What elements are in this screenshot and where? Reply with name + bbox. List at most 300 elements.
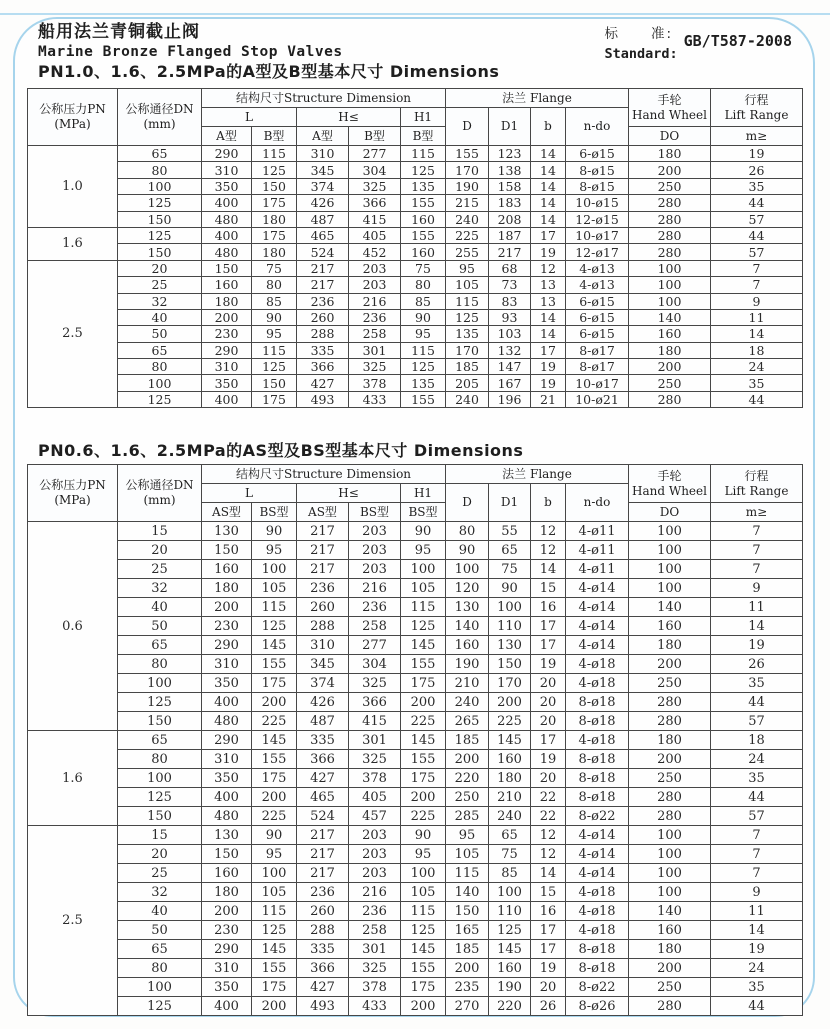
value-cell: 11 — [711, 598, 803, 617]
table-row — [28, 674, 803, 693]
value-cell: 175 — [401, 674, 446, 693]
value-cell: 17 — [531, 731, 566, 750]
value-cell: 35 — [711, 375, 803, 391]
value-cell: 203 — [349, 826, 401, 845]
value-cell: 6-ø15 — [566, 146, 629, 162]
value-cell: 155 — [252, 655, 297, 674]
value-cell: 35 — [711, 769, 803, 788]
col-header-lift-range: 行程 Lift Range — [711, 465, 803, 503]
value-cell: 170 — [489, 674, 531, 693]
value-cell: 160 — [629, 921, 711, 940]
value-cell: 288 — [297, 326, 349, 342]
value-cell: 325 — [349, 359, 401, 375]
value-cell: 80 — [252, 277, 297, 293]
value-cell: 95 — [401, 541, 446, 560]
value-cell: 7 — [711, 260, 803, 276]
value-cell: 26 — [711, 162, 803, 178]
value-cell: 288 — [297, 617, 349, 636]
value-cell: 180 — [202, 293, 252, 309]
value-cell: 4-ø18 — [566, 902, 629, 921]
value-cell: 100 — [629, 277, 711, 293]
value-cell: 140 — [446, 617, 489, 636]
value-cell: 203 — [349, 522, 401, 541]
value-cell: 83 — [489, 293, 531, 309]
value-cell: 24 — [711, 750, 803, 769]
value-cell: 175 — [252, 674, 297, 693]
value-cell: 160 — [202, 864, 252, 883]
doc-title-en: Marine Bronze Flanged Stop Valves — [38, 44, 343, 61]
value-cell: 8-ø17 — [566, 342, 629, 358]
value-cell: 216 — [349, 293, 401, 309]
table-row — [28, 921, 803, 940]
dn-cell: 125 — [118, 788, 202, 807]
value-cell: 115 — [252, 598, 297, 617]
value-cell: 366 — [297, 750, 349, 769]
value-cell: 175 — [252, 391, 297, 407]
value-cell: 10-ø17 — [566, 227, 629, 243]
value-cell: 11 — [711, 309, 803, 325]
table-row — [28, 277, 803, 293]
value-cell: 190 — [446, 178, 489, 194]
value-cell: 100 — [629, 864, 711, 883]
value-cell: 90 — [446, 541, 489, 560]
col-header-lift-range: 行程 Lift Range — [711, 89, 803, 127]
value-cell: 93 — [489, 309, 531, 325]
value-cell: 225 — [401, 807, 446, 826]
col-header-H-typeB: B型 — [349, 127, 401, 146]
table-row — [28, 375, 803, 391]
value-cell: 14 — [711, 326, 803, 342]
value-cell: 433 — [349, 997, 401, 1016]
table-row — [28, 693, 803, 712]
value-cell: 400 — [202, 227, 252, 243]
value-cell: 8-ø26 — [566, 997, 629, 1016]
value-cell: 145 — [401, 731, 446, 750]
value-cell: 135 — [401, 375, 446, 391]
value-cell: 9 — [711, 883, 803, 902]
value-cell: 17 — [531, 617, 566, 636]
value-cell: 95 — [252, 541, 297, 560]
dn-cell: 80 — [118, 959, 202, 978]
value-cell: 217 — [297, 522, 349, 541]
value-cell: 200 — [629, 162, 711, 178]
value-cell: 240 — [446, 391, 489, 407]
value-cell: 19 — [531, 375, 566, 391]
table-row — [28, 655, 803, 674]
value-cell: 200 — [252, 788, 297, 807]
value-cell: 200 — [629, 359, 711, 375]
dn-cell: 15 — [118, 522, 202, 541]
value-cell: 8-ø18 — [566, 788, 629, 807]
value-cell: 55 — [489, 522, 531, 541]
value-cell: 350 — [202, 674, 252, 693]
value-cell: 19 — [531, 655, 566, 674]
value-cell: 524 — [297, 244, 349, 260]
value-cell: 480 — [202, 244, 252, 260]
dn-cell: 40 — [118, 598, 202, 617]
value-cell: 374 — [297, 674, 349, 693]
value-cell: 230 — [202, 617, 252, 636]
value-cell: 310 — [202, 750, 252, 769]
value-cell: 220 — [446, 769, 489, 788]
dn-cell: 100 — [118, 769, 202, 788]
value-cell: 13 — [531, 293, 566, 309]
value-cell: 80 — [446, 522, 489, 541]
table-row — [28, 598, 803, 617]
value-cell: 290 — [202, 940, 252, 959]
value-cell: 4-ø14 — [566, 864, 629, 883]
value-cell: 217 — [297, 560, 349, 579]
value-cell: 180 — [202, 579, 252, 598]
value-cell: 145 — [489, 940, 531, 959]
value-cell: 8-ø18 — [566, 712, 629, 731]
value-cell: 19 — [711, 636, 803, 655]
value-cell: 130 — [202, 522, 252, 541]
value-cell: 90 — [252, 826, 297, 845]
value-cell: 325 — [349, 178, 401, 194]
value-cell: 325 — [349, 674, 401, 693]
col-header-D0: DO — [629, 503, 711, 522]
value-cell: 14 — [531, 211, 566, 227]
col-header-H-typeA: AS型 — [297, 503, 349, 522]
value-cell: 405 — [349, 227, 401, 243]
value-cell: 325 — [349, 750, 401, 769]
value-cell: 150 — [202, 541, 252, 560]
value-cell: 280 — [629, 195, 711, 211]
value-cell: 120 — [446, 579, 489, 598]
col-header-structure: 结构尺寸Structure Dimension — [202, 465, 446, 484]
value-cell: 426 — [297, 195, 349, 211]
value-cell: 200 — [629, 750, 711, 769]
value-cell: 366 — [297, 959, 349, 978]
col-header-H1: H1 — [401, 484, 446, 503]
value-cell: 236 — [297, 579, 349, 598]
col-header-L: L — [202, 484, 297, 503]
value-cell: 100 — [629, 579, 711, 598]
pn-group-label: 2.5 — [28, 260, 118, 408]
value-cell: 180 — [629, 940, 711, 959]
value-cell: 457 — [349, 807, 401, 826]
col-header-L-typeB: BS型 — [252, 503, 297, 522]
col-header-flange: 法兰 Flange — [446, 89, 629, 108]
value-cell: 400 — [202, 195, 252, 211]
value-cell: 17 — [531, 636, 566, 655]
standard-labels — [604, 24, 677, 65]
value-cell: 100 — [629, 560, 711, 579]
value-cell: 12 — [531, 522, 566, 541]
pn-group-label: 1.6 — [28, 227, 118, 260]
value-cell: 7 — [711, 560, 803, 579]
value-cell: 480 — [202, 712, 252, 731]
value-cell: 203 — [349, 845, 401, 864]
value-cell: 260 — [297, 309, 349, 325]
value-cell: 19 — [531, 959, 566, 978]
value-cell: 19 — [531, 750, 566, 769]
value-cell: 203 — [349, 260, 401, 276]
dn-cell: 65 — [118, 636, 202, 655]
value-cell: 95 — [401, 845, 446, 864]
dn-cell: 65 — [118, 940, 202, 959]
dn-cell: 40 — [118, 309, 202, 325]
value-cell: 16 — [531, 902, 566, 921]
value-cell: 250 — [629, 769, 711, 788]
dn-cell: 50 — [118, 617, 202, 636]
value-cell: 44 — [711, 227, 803, 243]
dn-cell: 80 — [118, 359, 202, 375]
value-cell: 290 — [202, 636, 252, 655]
value-cell: 8-ø18 — [566, 959, 629, 978]
value-cell: 44 — [711, 391, 803, 407]
col-header-m: m≥ — [711, 503, 803, 522]
value-cell: 125 — [252, 921, 297, 940]
value-cell: 57 — [711, 712, 803, 731]
value-cell: 4-ø11 — [566, 560, 629, 579]
value-cell: 8-ø18 — [566, 769, 629, 788]
value-cell: 310 — [202, 359, 252, 375]
value-cell: 125 — [401, 617, 446, 636]
value-cell: 80 — [401, 277, 446, 293]
value-cell: 205 — [446, 375, 489, 391]
value-cell: 14 — [531, 864, 566, 883]
value-cell: 200 — [446, 959, 489, 978]
col-header-m: m≥ — [711, 127, 803, 146]
dn-cell: 25 — [118, 560, 202, 579]
doc-titles — [38, 22, 343, 60]
value-cell: 310 — [202, 162, 252, 178]
pn-group-label: 1.0 — [28, 146, 118, 228]
dn-cell: 80 — [118, 162, 202, 178]
value-cell: 175 — [401, 978, 446, 997]
col-header-L: L — [202, 108, 297, 127]
value-cell: 145 — [252, 731, 297, 750]
value-cell: 19 — [711, 940, 803, 959]
value-cell: 155 — [446, 146, 489, 162]
table-row — [28, 227, 803, 243]
value-cell: 185 — [446, 731, 489, 750]
dn-cell: 150 — [118, 211, 202, 227]
value-cell: 304 — [349, 655, 401, 674]
value-cell: 240 — [489, 807, 531, 826]
value-cell: 14 — [531, 146, 566, 162]
dn-cell: 20 — [118, 260, 202, 276]
value-cell: 14 — [711, 921, 803, 940]
value-cell: 57 — [711, 211, 803, 227]
value-cell: 217 — [489, 244, 531, 260]
value-cell: 280 — [629, 227, 711, 243]
value-cell: 14 — [531, 560, 566, 579]
value-cell: 250 — [446, 788, 489, 807]
value-cell: 100 — [489, 598, 531, 617]
value-cell: 290 — [202, 146, 252, 162]
value-cell: 160 — [401, 244, 446, 260]
value-cell: 236 — [349, 598, 401, 617]
value-cell: 165 — [446, 921, 489, 940]
value-cell: 433 — [349, 391, 401, 407]
value-cell: 290 — [202, 342, 252, 358]
value-cell: 203 — [349, 277, 401, 293]
value-cell: 185 — [446, 940, 489, 959]
table-row — [28, 769, 803, 788]
value-cell: 258 — [349, 921, 401, 940]
value-cell: 150 — [252, 375, 297, 391]
value-cell: 452 — [349, 244, 401, 260]
value-cell: 26 — [531, 997, 566, 1016]
value-cell: 150 — [252, 178, 297, 194]
value-cell: 190 — [489, 978, 531, 997]
value-cell: 105 — [446, 277, 489, 293]
value-cell: 95 — [446, 260, 489, 276]
value-cell: 155 — [252, 959, 297, 978]
value-cell: 115 — [401, 902, 446, 921]
value-cell: 4-ø14 — [566, 579, 629, 598]
table-row — [28, 178, 803, 194]
value-cell: 480 — [202, 211, 252, 227]
value-cell: 75 — [489, 560, 531, 579]
value-cell: 217 — [297, 864, 349, 883]
dn-cell: 150 — [118, 807, 202, 826]
value-cell: 115 — [252, 146, 297, 162]
value-cell: 4-ø18 — [566, 883, 629, 902]
value-cell: 44 — [711, 693, 803, 712]
value-cell: 150 — [202, 260, 252, 276]
col-header-D: D — [446, 108, 489, 146]
value-cell: 158 — [489, 178, 531, 194]
dn-cell: 65 — [118, 146, 202, 162]
value-cell: 90 — [401, 309, 446, 325]
value-cell: 4-ø18 — [566, 921, 629, 940]
value-cell: 270 — [446, 997, 489, 1016]
value-cell: 12-ø17 — [566, 244, 629, 260]
value-cell: 196 — [489, 391, 531, 407]
table-row — [28, 195, 803, 211]
value-cell: 258 — [349, 326, 401, 342]
pn-group-label: 2.5 — [28, 826, 118, 1016]
value-cell: 310 — [297, 146, 349, 162]
value-cell: 350 — [202, 978, 252, 997]
dimensions-table-2 — [27, 464, 803, 1016]
value-cell: 14 — [531, 195, 566, 211]
value-cell: 167 — [489, 375, 531, 391]
value-cell: 200 — [202, 598, 252, 617]
value-cell: 65 — [489, 826, 531, 845]
value-cell: 65 — [489, 541, 531, 560]
table-row — [28, 788, 803, 807]
standard-block — [604, 24, 792, 65]
value-cell: 90 — [252, 309, 297, 325]
value-cell: 493 — [297, 391, 349, 407]
value-cell: 180 — [252, 244, 297, 260]
value-cell: 200 — [202, 309, 252, 325]
value-cell: 115 — [446, 864, 489, 883]
value-cell: 68 — [489, 260, 531, 276]
value-cell: 135 — [446, 326, 489, 342]
value-cell: 8-ø22 — [566, 978, 629, 997]
dn-cell: 15 — [118, 826, 202, 845]
value-cell: 175 — [252, 227, 297, 243]
dn-cell: 100 — [118, 674, 202, 693]
value-cell: 150 — [446, 902, 489, 921]
value-cell: 24 — [711, 359, 803, 375]
value-cell: 155 — [401, 227, 446, 243]
standard-value: GB/T587-2008 — [683, 32, 792, 51]
value-cell: 14 — [531, 178, 566, 194]
col-header-dn: 公称通径DN (mm) — [118, 465, 202, 522]
value-cell: 8-ø22 — [566, 807, 629, 826]
value-cell: 123 — [489, 146, 531, 162]
value-cell: 75 — [252, 260, 297, 276]
value-cell: 100 — [629, 522, 711, 541]
dn-cell: 125 — [118, 195, 202, 211]
value-cell: 160 — [401, 211, 446, 227]
value-cell: 8-ø18 — [566, 940, 629, 959]
col-header-b: b — [531, 108, 566, 146]
value-cell: 366 — [297, 359, 349, 375]
table2-title: PN0.6、1.6、2.5MPa的AS型及BS型基本尺寸 Dimensions — [38, 441, 524, 460]
value-cell: 4-ø18 — [566, 731, 629, 750]
value-cell: 20 — [531, 693, 566, 712]
value-cell: 215 — [446, 195, 489, 211]
table-row — [28, 617, 803, 636]
value-cell: 100 — [489, 883, 531, 902]
value-cell: 110 — [489, 617, 531, 636]
value-cell: 44 — [711, 997, 803, 1016]
value-cell: 4-ø14 — [566, 636, 629, 655]
value-cell: 130 — [489, 636, 531, 655]
value-cell: 335 — [297, 731, 349, 750]
value-cell: 203 — [349, 864, 401, 883]
value-cell: 147 — [489, 359, 531, 375]
table-row — [28, 309, 803, 325]
value-cell: 250 — [629, 978, 711, 997]
value-cell: 95 — [252, 326, 297, 342]
value-cell: 35 — [711, 178, 803, 194]
value-cell: 200 — [629, 655, 711, 674]
value-cell: 15 — [531, 579, 566, 598]
pn-group-label: 0.6 — [28, 522, 118, 731]
value-cell: 35 — [711, 674, 803, 693]
value-cell: 125 — [252, 359, 297, 375]
value-cell: 145 — [401, 636, 446, 655]
value-cell: 18 — [711, 342, 803, 358]
value-cell: 17 — [531, 921, 566, 940]
table-row — [28, 244, 803, 260]
value-cell: 280 — [629, 788, 711, 807]
value-cell: 236 — [349, 309, 401, 325]
col-header-H: H≤ — [297, 108, 401, 127]
value-cell: 10-ø15 — [566, 195, 629, 211]
value-cell: 4-ø14 — [566, 826, 629, 845]
value-cell: 240 — [446, 211, 489, 227]
table-row — [28, 522, 803, 541]
value-cell: 400 — [202, 788, 252, 807]
value-cell: 90 — [401, 522, 446, 541]
value-cell: 190 — [446, 655, 489, 674]
value-cell: 155 — [401, 391, 446, 407]
value-cell: 132 — [489, 342, 531, 358]
value-cell: 290 — [202, 731, 252, 750]
col-header-D0: DO — [629, 127, 711, 146]
value-cell: 9 — [711, 293, 803, 309]
value-cell: 140 — [629, 902, 711, 921]
value-cell: 301 — [349, 940, 401, 959]
col-header-L-typeA: A型 — [202, 127, 252, 146]
value-cell: 16 — [531, 598, 566, 617]
value-cell: 180 — [252, 211, 297, 227]
value-cell: 155 — [401, 195, 446, 211]
value-cell: 140 — [629, 309, 711, 325]
col-header-pn: 公称压力PN (MPa) — [28, 465, 118, 522]
value-cell: 524 — [297, 807, 349, 826]
